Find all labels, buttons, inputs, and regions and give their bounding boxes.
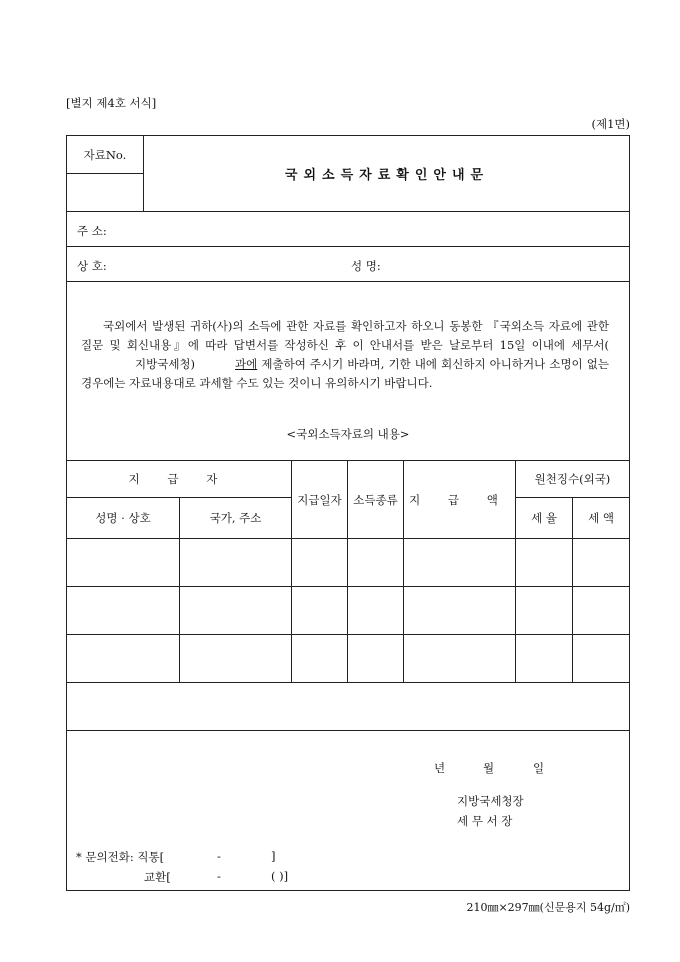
name-label: 성 명: [351, 259, 381, 273]
date-day: 일 [533, 761, 545, 775]
data-no-field[interactable] [67, 174, 143, 210]
notice-part-4: 제출하여 주시기 바라며, 기한 내에 회신하지 아니하거나 소명이 없는 경우에는 자료내용대로 과세할 수도 있는 것이니 유의하시기 바랍니다. [81, 357, 610, 390]
payment-date-header: 지급일자 [297, 492, 342, 507]
payer-country-header: 국가, 주소 [209, 511, 262, 525]
issuer-district: 세 무 서 장 [457, 814, 513, 828]
page-label: (제1면) [591, 117, 630, 131]
paper-spec: 210㎜×297㎜(신문용지 54g/㎡) [466, 901, 630, 914]
date-month: 월 [483, 761, 495, 775]
form-title: 국외소득자료확인안내문 [284, 168, 490, 183]
content-heading: <국외소득자료의 내용> [286, 427, 410, 441]
contact-exchange-dash: - [217, 869, 221, 883]
contact-direct-close: ] [271, 849, 276, 863]
notice-part-2: 지방국세청) [135, 357, 196, 371]
data-no-label: 자료No. [83, 147, 127, 162]
withholding-header: 원천징수(외국) [534, 472, 611, 486]
tax-amount-header: 세 액 [588, 511, 614, 525]
income-type-header: 소득종류 [353, 492, 398, 507]
address-label: 주 소: [77, 224, 107, 238]
issuer-regional: 지방국세청장 [457, 794, 524, 808]
contact-exchange-ext: ( )] [271, 869, 289, 883]
date-year: 년 [434, 761, 446, 775]
contact-direct-label: * 문의전화: 직통[ [76, 850, 165, 864]
form-label: [별지 제4호 서식] [66, 96, 157, 110]
notice-form [66, 135, 630, 891]
payment-amount-header: 지 급 액 [409, 492, 510, 507]
tax-rate-header: 세 율 [531, 511, 557, 525]
notice-part-3: 과에 [235, 357, 258, 371]
payer-name-header: 성명 · 상호 [95, 511, 151, 525]
payer-header: 지 급 자 [128, 472, 230, 486]
contact-exchange-label: 교환[ [144, 870, 171, 884]
business-name-label: 상 호: [77, 259, 107, 273]
contact-direct-dash: - [217, 849, 221, 863]
notice-part-1: 국외에서 발생된 귀하(사)의 소득에 관한 자료를 확인하고자 하오니 동봉한 『국외소득 자료에 관한 질문 및 회신내용』에 따라 답변서를 작성하신 후 이 안내서를 받은 날로부터 15일 이내에 세무서( [81, 319, 609, 352]
notice-text [81, 317, 609, 393]
